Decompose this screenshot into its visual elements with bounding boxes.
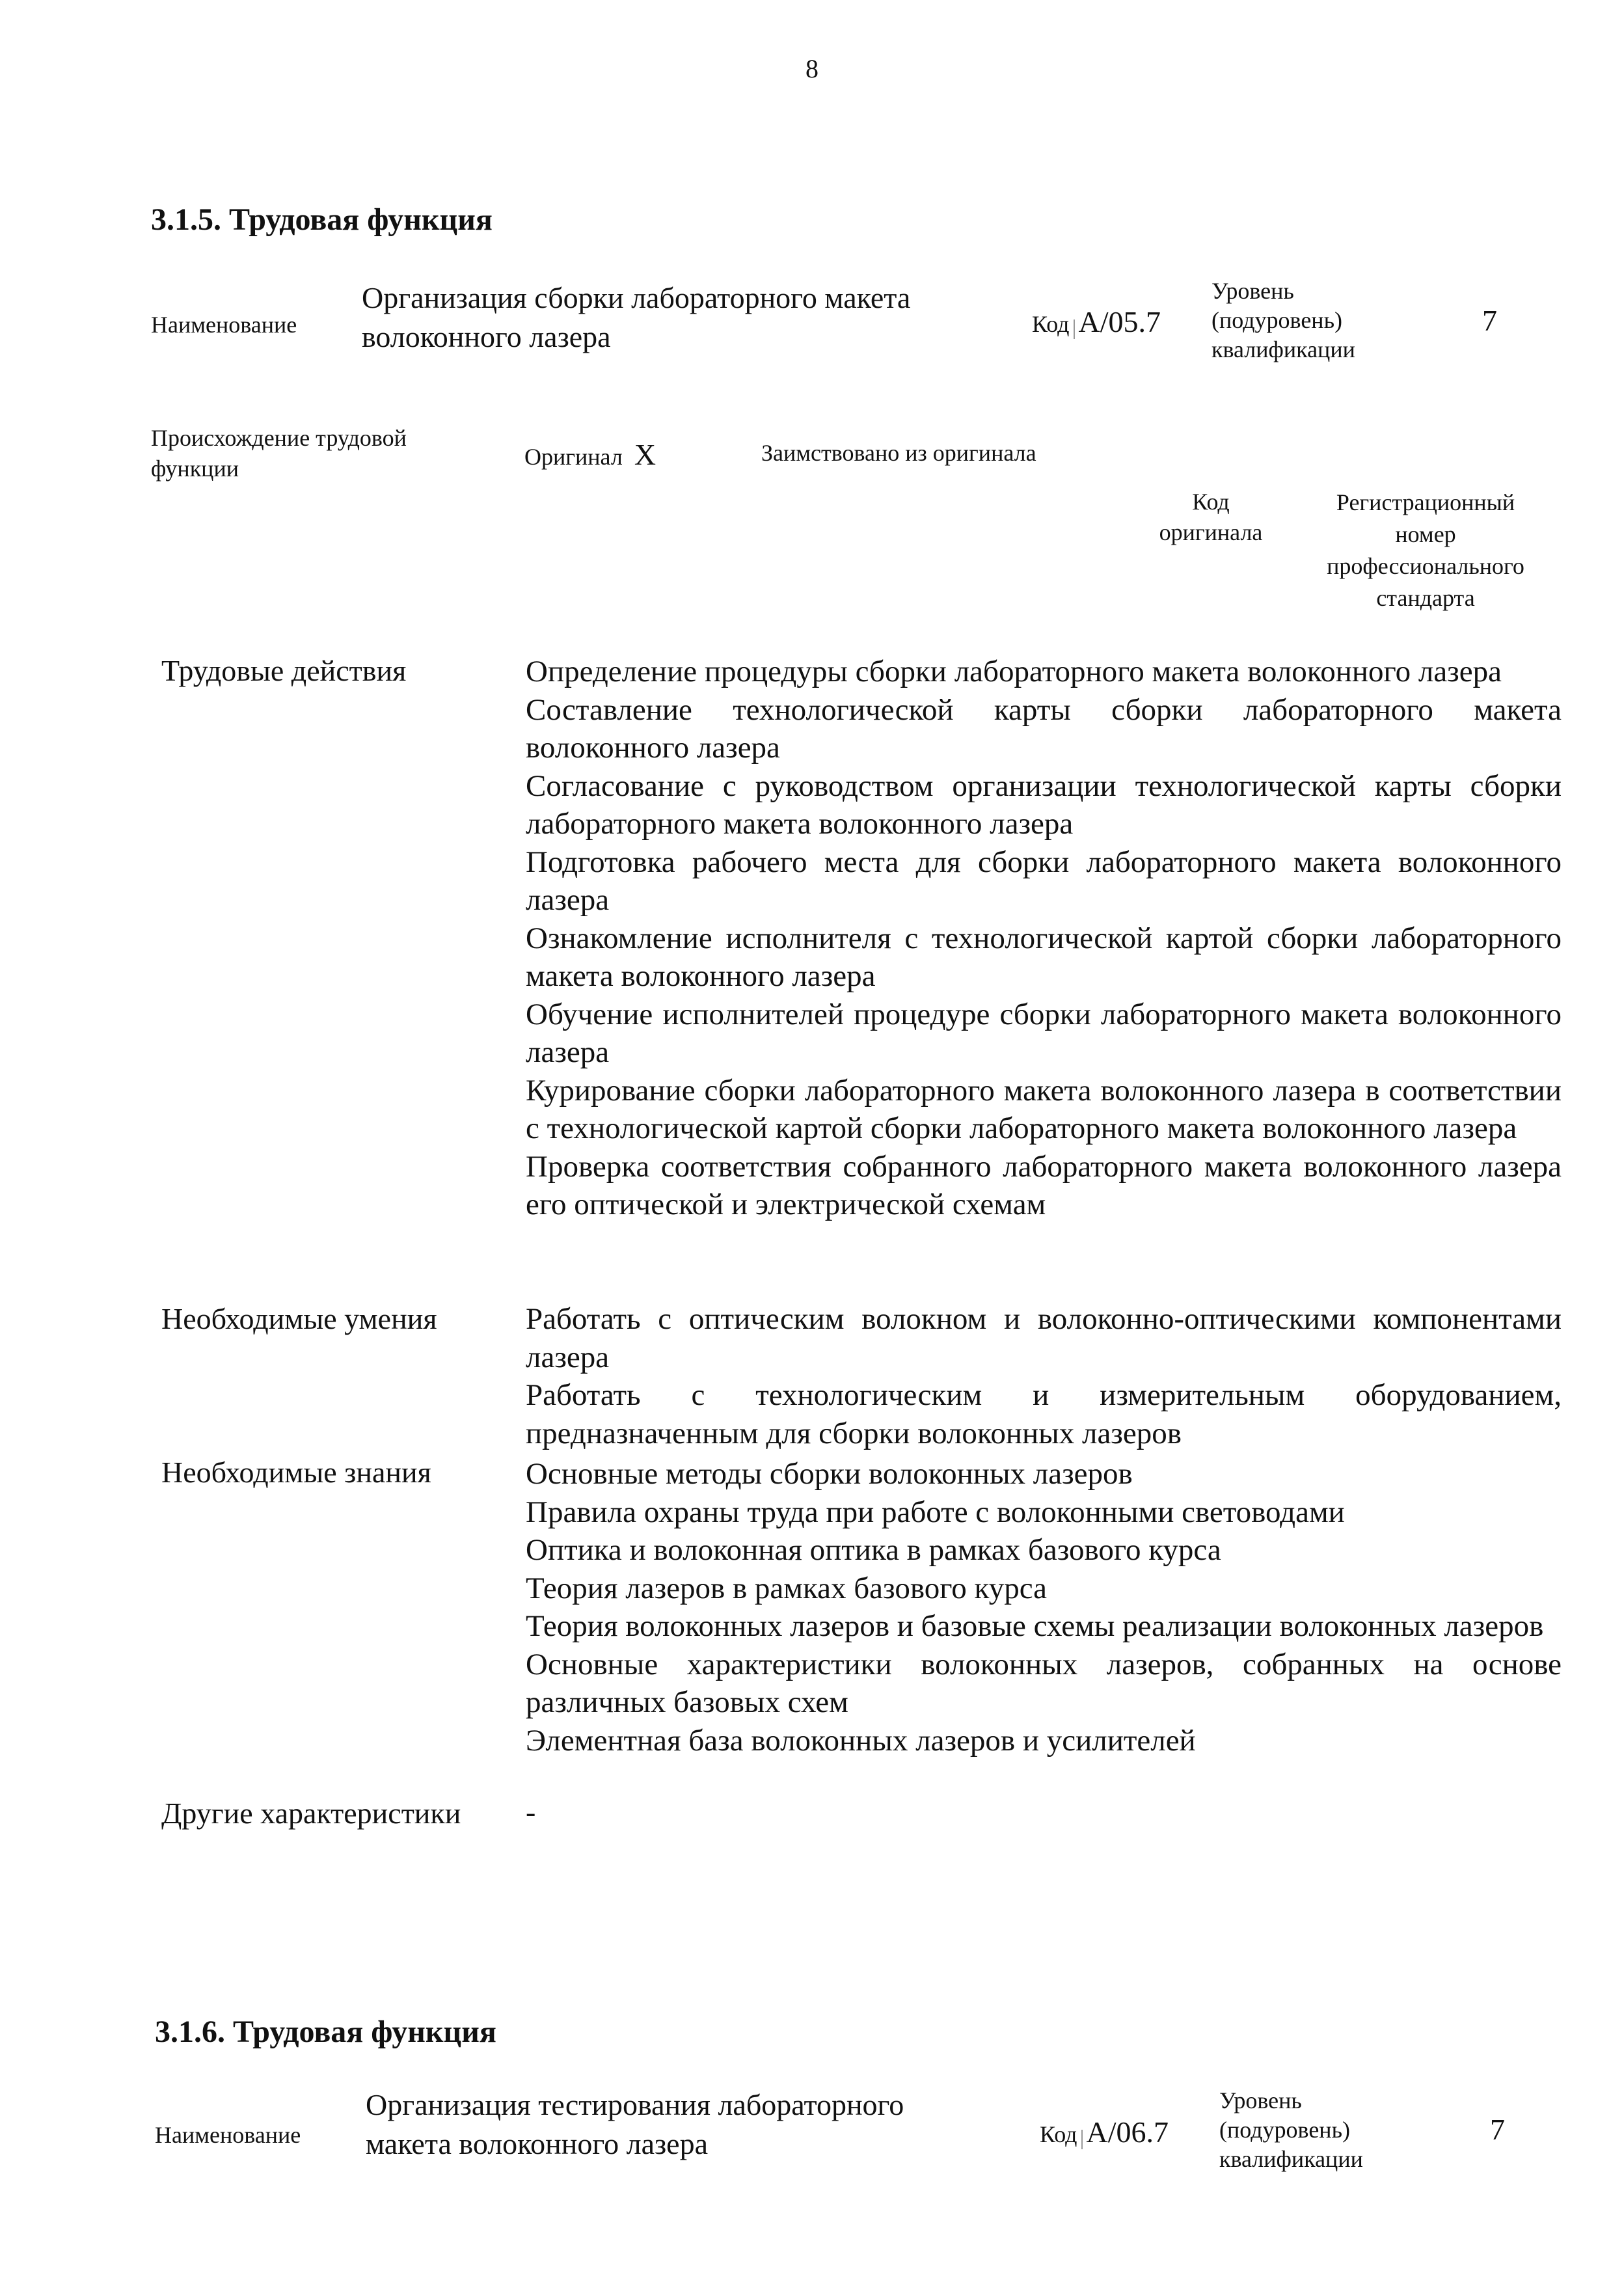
function-name-line: волоконного лазера — [362, 320, 611, 353]
code-value: А/05.7 — [1078, 305, 1161, 338]
knowledge-item: Правила охраны труда при работе с волоконными световодами — [526, 1495, 1345, 1529]
original-code-label — [1136, 487, 1286, 548]
level-label-line: (подуровень) — [1211, 307, 1342, 333]
labor-action-item: Ознакомление исполнителя с технологической картой сборки лабораторного макета волоконного лазера — [526, 921, 1562, 993]
original-label: Оригинал — [524, 444, 623, 470]
registration-label-line: номер — [1395, 521, 1456, 547]
labor-action-item: Определение процедуры сборки лабораторного макета волоконного лазера — [526, 655, 1502, 688]
level-value: 7 — [1482, 304, 1497, 337]
skills-label: Необходимые умения — [161, 1302, 437, 1335]
section-title: 3.1.6. Трудовая функция — [155, 2015, 496, 2049]
level-label — [1211, 277, 1355, 364]
level-label-line: Уровень — [1219, 2087, 1302, 2113]
knowledge-label: Необходимые знания — [161, 1456, 431, 1489]
function-name-line: Организация сборки лабораторного макета — [362, 281, 911, 314]
labor-actions-list — [526, 653, 1562, 1224]
labor-action-item: Проверка соответствия собранного лабораторного макета волоконного лазера его оптической и электрической схемам — [526, 1149, 1562, 1221]
origin-label-line: функции — [151, 455, 239, 482]
level-label-line: квалификации — [1219, 2146, 1363, 2172]
labor-actions-label: Трудовые действия — [161, 654, 407, 687]
knowledge-item: Оптика и волоконная оптика в рамках базового курса — [526, 1533, 1221, 1567]
code-label: Код — [1032, 311, 1070, 337]
level-label-line: (подуровень) — [1219, 2117, 1350, 2143]
origin-label-line: Происхождение трудовой — [151, 425, 407, 451]
level-label — [1219, 2086, 1363, 2174]
function-name — [362, 278, 910, 357]
skills-list — [526, 1300, 1562, 1452]
code-label: Код — [1040, 2121, 1077, 2147]
code-field — [1040, 2115, 1169, 2149]
name-label: Наименование — [155, 2122, 301, 2148]
knowledge-item: Основные характеристики волоконных лазеров, собранных на основе различных базовых схем — [526, 1647, 1562, 1719]
registration-label-line: стандарта — [1376, 585, 1475, 611]
labor-action-item: Подготовка рабочего места для сборки лабораторного макета волоконного лазера — [526, 845, 1562, 917]
labor-action-item: Курирование сборки лабораторного макета волоконного лазера в соответствии с технологической картой сборки лабораторного макета волоконного лазера — [526, 1073, 1562, 1145]
page-number: 8 — [805, 54, 819, 83]
registration-number-label — [1299, 487, 1552, 614]
labor-action-item: Согласование с руководством организации технологической карты сборки лабораторного макета волоконного лазера — [526, 768, 1562, 841]
field-divider — [1074, 319, 1075, 339]
level-label-line: Уровень — [1211, 278, 1294, 304]
borrowed-label: Заимствовано из оригинала — [761, 440, 1036, 466]
original-field — [524, 437, 656, 472]
original-code-label-line: Код — [1192, 489, 1230, 515]
labor-action-item: Обучение исполнителей процедуре сборки лабораторного макета волоконного лазера — [526, 997, 1562, 1069]
knowledge-item: Теория лазеров в рамках базового курса — [526, 1571, 1048, 1605]
other-characteristics-label: Другие характеристики — [161, 1797, 461, 1830]
function-name — [366, 2085, 904, 2164]
field-divider — [1081, 2130, 1083, 2149]
function-name-line: Организация тестирования лабораторного — [366, 2088, 904, 2121]
skill-item: Работать с технологическим и измерительным оборудованием, предназначенным для сборки волоконных лазеров — [526, 1378, 1562, 1450]
name-label: Наименование — [151, 312, 297, 338]
labor-action-item: Составление технологической карты сборки лабораторного макета волоконного лазера — [526, 692, 1562, 765]
level-label-line: квалификации — [1211, 336, 1355, 362]
original-mark: X — [634, 438, 656, 471]
knowledge-item: Элементная база волоконных лазеров и усилителей — [526, 1723, 1196, 1758]
code-field — [1032, 305, 1161, 339]
knowledge-item: Основные методы сборки волоконных лазеров — [526, 1457, 1133, 1491]
section-title: 3.1.5. Трудовая функция — [151, 202, 493, 237]
other-characteristics-value: - — [526, 1795, 536, 1828]
function-name-line: макета волоконного лазера — [366, 2127, 709, 2160]
code-value: А/06.7 — [1086, 2115, 1169, 2149]
registration-label-line: Регистрационный — [1336, 489, 1515, 515]
registration-label-line: профессионального — [1327, 553, 1524, 579]
original-code-label-line: оригинала — [1159, 519, 1263, 545]
knowledge-list — [526, 1455, 1562, 1759]
skill-item: Работать с оптическим волокном и волоконно-оптическими компонентами лазера — [526, 1302, 1562, 1374]
level-value: 7 — [1490, 2113, 1505, 2146]
knowledge-item: Теория волоконных лазеров и базовые схемы реализации волоконных лазеров — [526, 1609, 1544, 1643]
origin-label — [151, 423, 407, 484]
